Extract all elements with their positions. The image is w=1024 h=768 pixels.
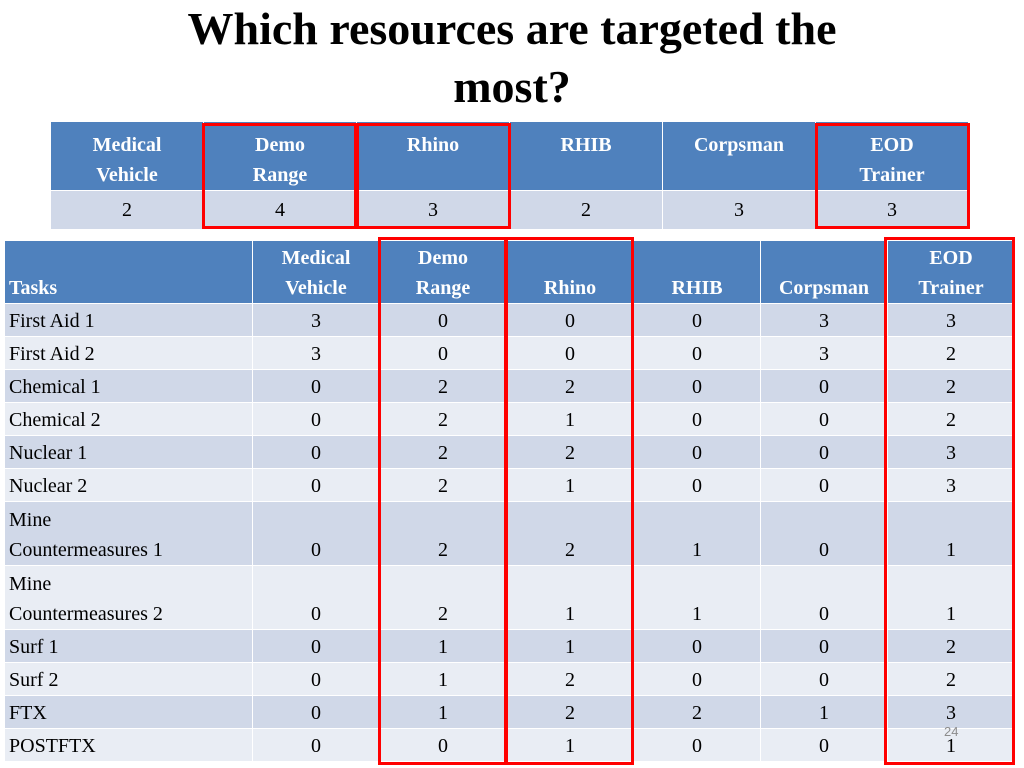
value-cell-rhino: 1: [507, 566, 634, 630]
header-demo-range: Demo Range: [380, 241, 507, 304]
value-cell-demo-range: 2: [380, 370, 507, 403]
value-cell-eod-trainer: 2: [888, 630, 1015, 663]
value-cell-demo-range: 2: [380, 436, 507, 469]
value-cell-rhib: 0: [634, 729, 761, 762]
value-cell-demo-range: 0: [380, 729, 507, 762]
value-cell-rhino: 1: [507, 469, 634, 502]
value-cell-rhib: 2: [634, 696, 761, 729]
value-cell-medical-vehicle: 0: [253, 566, 380, 630]
value-cell-demo-range: 1: [380, 696, 507, 729]
value-cell-rhib: 0: [634, 304, 761, 337]
table-row: [5, 696, 1015, 729]
table-row: [5, 370, 1015, 403]
summary-header-eod-trainer: EOD Trainer: [816, 122, 969, 191]
summary-value-corpsman: 3: [663, 191, 816, 230]
value-cell-eod-trainer: 2: [888, 663, 1015, 696]
value-cell-rhino: 2: [507, 502, 634, 566]
value-cell-rhino: 0: [507, 304, 634, 337]
slide-title: [0, 0, 1024, 116]
task-resource-table: [4, 240, 1015, 762]
slide-title-line-2: most?: [453, 61, 571, 112]
summary-value-rhino: 3: [357, 191, 510, 230]
value-cell-eod-trainer: 3: [888, 696, 1015, 729]
value-cell-medical-vehicle: 0: [253, 630, 380, 663]
value-cell-rhino: 2: [507, 370, 634, 403]
summary-header-medical-vehicle: Medical Vehicle: [51, 122, 204, 191]
task-name-cell: Surf 1: [5, 630, 253, 663]
summary-header-rhib: RHIB: [510, 122, 663, 191]
table-row: [5, 469, 1015, 502]
value-cell-corpsman: 3: [761, 337, 888, 370]
header-rhib: RHIB: [634, 241, 761, 304]
value-cell-medical-vehicle: 0: [253, 370, 380, 403]
value-cell-corpsman: 0: [761, 502, 888, 566]
summary-values-row: [51, 191, 969, 230]
value-cell-corpsman: 0: [761, 469, 888, 502]
value-cell-corpsman: 0: [761, 370, 888, 403]
value-cell-demo-range: 1: [380, 663, 507, 696]
value-cell-corpsman: 0: [761, 729, 888, 762]
slide-title-line-1: Which resources are targeted the: [187, 3, 837, 54]
value-cell-medical-vehicle: 3: [253, 304, 380, 337]
value-cell-rhib: 1: [634, 566, 761, 630]
value-cell-eod-trainer: 2: [888, 403, 1015, 436]
value-cell-corpsman: 0: [761, 663, 888, 696]
value-cell-rhib: 1: [634, 502, 761, 566]
value-cell-eod-trainer: 2: [888, 370, 1015, 403]
table-row: [5, 566, 1015, 630]
task-name-cell: First Aid 1: [5, 304, 253, 337]
value-cell-demo-range: 2: [380, 469, 507, 502]
value-cell-medical-vehicle: 0: [253, 469, 380, 502]
summary-header-row: [51, 122, 969, 191]
value-cell-rhib: 0: [634, 337, 761, 370]
task-name-cell: Nuclear 1: [5, 436, 253, 469]
value-cell-eod-trainer: 2: [888, 337, 1015, 370]
value-cell-corpsman: 0: [761, 630, 888, 663]
value-cell-demo-range: 2: [380, 566, 507, 630]
value-cell-corpsman: 0: [761, 403, 888, 436]
value-cell-rhino: 1: [507, 729, 634, 762]
table-row: [5, 304, 1015, 337]
value-cell-rhib: 0: [634, 663, 761, 696]
value-cell-rhino: 0: [507, 337, 634, 370]
summary-header-rhino: Rhino: [357, 122, 510, 191]
value-cell-medical-vehicle: 0: [253, 436, 380, 469]
value-cell-rhib: 0: [634, 436, 761, 469]
page-number: 24: [944, 724, 959, 739]
table-row: [5, 630, 1015, 663]
table-row: [5, 436, 1015, 469]
summary-value-rhib: 2: [510, 191, 663, 230]
header-corpsman: Corpsman: [761, 241, 888, 304]
table-row: [5, 403, 1015, 436]
table-header-row: [5, 241, 1015, 304]
value-cell-demo-range: 0: [380, 304, 507, 337]
value-cell-rhino: 2: [507, 663, 634, 696]
header-medical-vehicle: Medical Vehicle: [253, 241, 380, 304]
value-cell-medical-vehicle: 0: [253, 663, 380, 696]
header-tasks: Tasks: [5, 241, 253, 304]
value-cell-eod-trainer: 1: [888, 566, 1015, 630]
table-row: [5, 502, 1015, 566]
value-cell-rhib: 0: [634, 630, 761, 663]
table-row: [5, 663, 1015, 696]
summary-table: [50, 121, 969, 230]
summary-value-eod-trainer: 3: [816, 191, 969, 230]
value-cell-medical-vehicle: 3: [253, 337, 380, 370]
value-cell-medical-vehicle: 0: [253, 403, 380, 436]
value-cell-demo-range: 0: [380, 337, 507, 370]
task-name-cell: Nuclear 2: [5, 469, 253, 502]
value-cell-rhino: 2: [507, 436, 634, 469]
value-cell-eod-trainer: 3: [888, 469, 1015, 502]
task-name-cell: First Aid 2: [5, 337, 253, 370]
value-cell-eod-trainer: 3: [888, 436, 1015, 469]
value-cell-corpsman: 1: [761, 696, 888, 729]
task-name-cell: FTX: [5, 696, 253, 729]
value-cell-demo-range: 2: [380, 502, 507, 566]
value-cell-corpsman: 0: [761, 566, 888, 630]
task-name-cell: Surf 2: [5, 663, 253, 696]
table-row: [5, 337, 1015, 370]
task-name-cell: Mine Countermeasures 1: [5, 502, 253, 566]
summary-header-demo-range: Demo Range: [204, 122, 357, 191]
value-cell-rhino: 1: [507, 630, 634, 663]
value-cell-demo-range: 2: [380, 403, 507, 436]
value-cell-eod-trainer: 3: [888, 304, 1015, 337]
value-cell-medical-vehicle: 0: [253, 729, 380, 762]
value-cell-eod-trainer: 1: [888, 729, 1015, 762]
value-cell-rhino: 2: [507, 696, 634, 729]
task-name-cell: Chemical 1: [5, 370, 253, 403]
value-cell-rhib: 0: [634, 469, 761, 502]
value-cell-rhib: 0: [634, 370, 761, 403]
header-rhino: Rhino: [507, 241, 634, 304]
value-cell-medical-vehicle: 0: [253, 696, 380, 729]
task-name-cell: POSTFTX: [5, 729, 253, 762]
summary-value-medical-vehicle: 2: [51, 191, 204, 230]
value-cell-rhino: 1: [507, 403, 634, 436]
summary-value-demo-range: 4: [204, 191, 357, 230]
value-cell-eod-trainer: 1: [888, 502, 1015, 566]
value-cell-corpsman: 0: [761, 436, 888, 469]
value-cell-demo-range: 1: [380, 630, 507, 663]
header-eod-trainer: EOD Trainer: [888, 241, 1015, 304]
task-name-cell: Chemical 2: [5, 403, 253, 436]
value-cell-rhib: 0: [634, 403, 761, 436]
summary-header-corpsman: Corpsman: [663, 122, 816, 191]
table-row: [5, 729, 1015, 762]
value-cell-corpsman: 3: [761, 304, 888, 337]
task-name-cell: Mine Countermeasures 2: [5, 566, 253, 630]
value-cell-medical-vehicle: 0: [253, 502, 380, 566]
